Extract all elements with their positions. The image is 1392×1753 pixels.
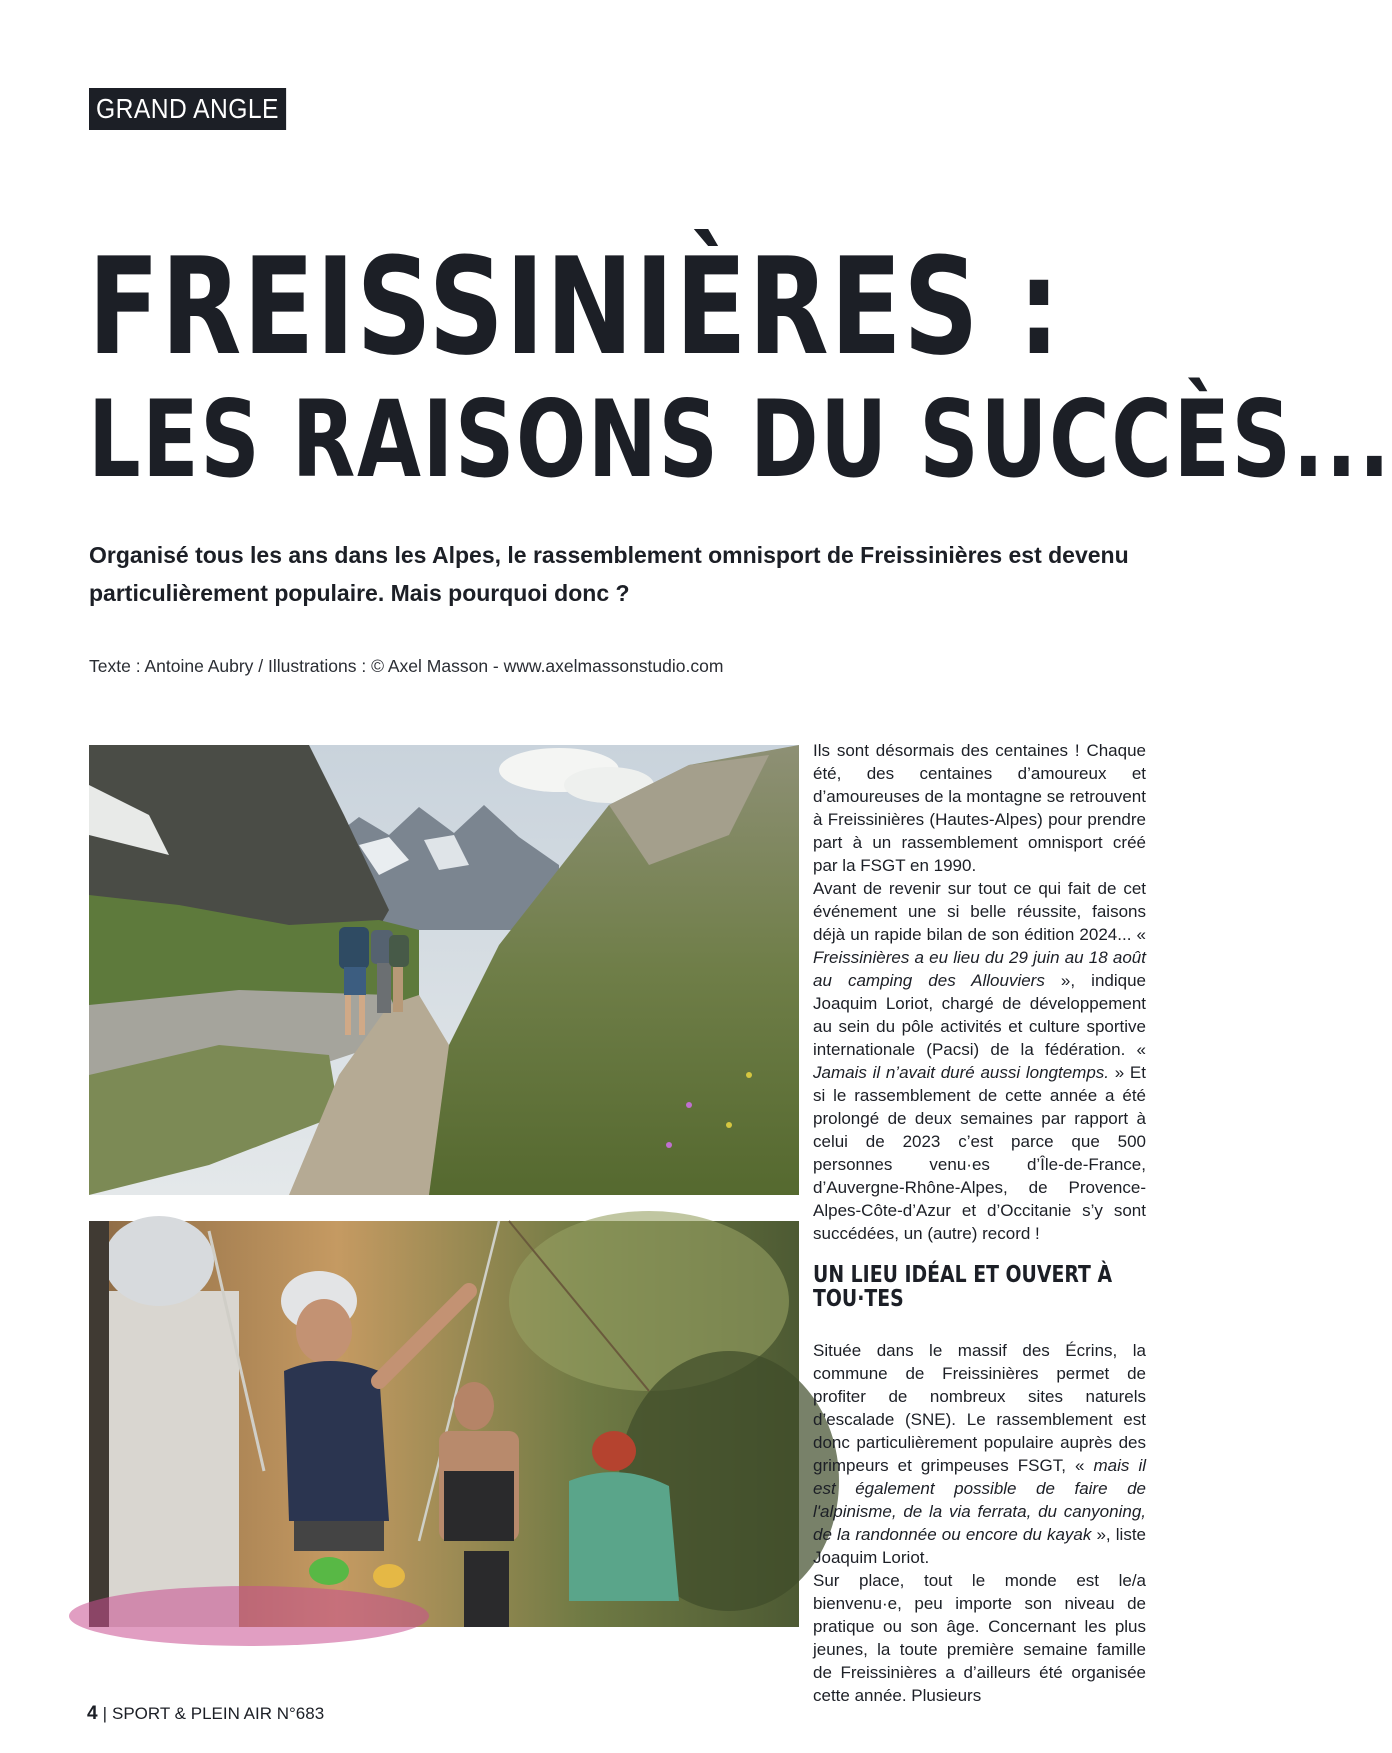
article-paragraph-2: [813, 877, 1146, 1245]
article-paragraph-2-text-a: Avant de revenir sur tout ce qui fait de cet événement une si belle réussite, faisons déjà un rapide bilan de son édition 2024... «: [813, 879, 1146, 944]
article-quote-2: Jamais il n’avait duré aussi longtemps.: [813, 1063, 1110, 1082]
climbers-photo: [89, 1221, 799, 1627]
credits: Texte : Antoine Aubry / Illustrations : © Axel Masson - www.axelmassonstudio.com: [89, 656, 724, 676]
page-number: 4: [87, 1703, 98, 1724]
article-paragraph-4: Sur place, tout le monde est le/a bienvenu·e, peu importe son niveau de pratique ou son âge. Concernant les plus jeunes, la toute première semaine famille de Freissinières a d’ailleurs été organisée cette année. Plusieurs: [813, 1571, 1146, 1705]
page-title: [88, 229, 1392, 502]
footer-separator: |: [102, 1704, 107, 1723]
page-footer: [87, 1703, 324, 1725]
article-column: [813, 739, 1146, 1707]
article-quote-1: Freissinières a eu lieu du 29 juin au 18 août au camping des Allouviers: [813, 948, 1146, 990]
article-paragraph-3-text-a: Située dans le massif des Écrins, la commune de Freissinières permet de profiter de nombreux sites naturels d’escalade (SNE). Le rassemblement est donc particulièrement populaire auprès des grimpeurs et grimpeuses FSGT, «: [813, 1341, 1146, 1475]
title-line-2: LES RAISONS DU SUCCÈS...: [88, 378, 1392, 501]
article-paragraph-2-text-c: » Et si le rassemblement de cette année a été prolongé de deux semaines par rapport à celui de 2023 c’est parce que 500 personnes venu·es d’Île-de-France, d’Auvergne-Rhône-Alpes, de Provence-Alpes-Côte-d’Azur et d’Occitanie s’y sont succédées, un (autre) record !: [813, 1063, 1146, 1243]
article-quote-3: mais il est également possible de faire de l'alpinisme, de la via ferrata, du canyoning, de la randonnée ou encore du kayak: [813, 1456, 1146, 1544]
lead-paragraph: Organisé tous les ans dans les Alpes, le rassemblement omnisport de Freissinières est devenu particulièrement populaire. Mais pourquoi donc ?: [89, 542, 1129, 606]
article-paragraph-2-text-b: », indique Joaquim Loriot, chargé de développement au sein du pôle activités et culture sportive internationale (Pacsi) de la fédération. «: [813, 971, 1147, 1059]
section-label: GRAND ANGLE: [89, 88, 286, 130]
article-paragraph-3: [813, 1339, 1146, 1569]
article-subheading: UN LIEU IDÉAL ET OUVERT À TOU·TES: [813, 1262, 1113, 1312]
magazine-issue: SPORT & PLEIN AIR N°683: [112, 1704, 325, 1723]
article-paragraph-1: Ils sont désormais des centaines ! Chaque été, des centaines d’amoureux et d’amoureuses de la montagne se retrouvent à Freissinières (Hautes-Alpes) pour prendre part à un rassemblement omnisport créé par la FSGT en 1990.: [813, 741, 1146, 875]
article-paragraph-3-text-b: », liste Joaquim Loriot.: [813, 1525, 1147, 1567]
hikers-photo: [89, 745, 799, 1195]
title-line-1: FREISSINIÈRES :: [88, 229, 1062, 385]
